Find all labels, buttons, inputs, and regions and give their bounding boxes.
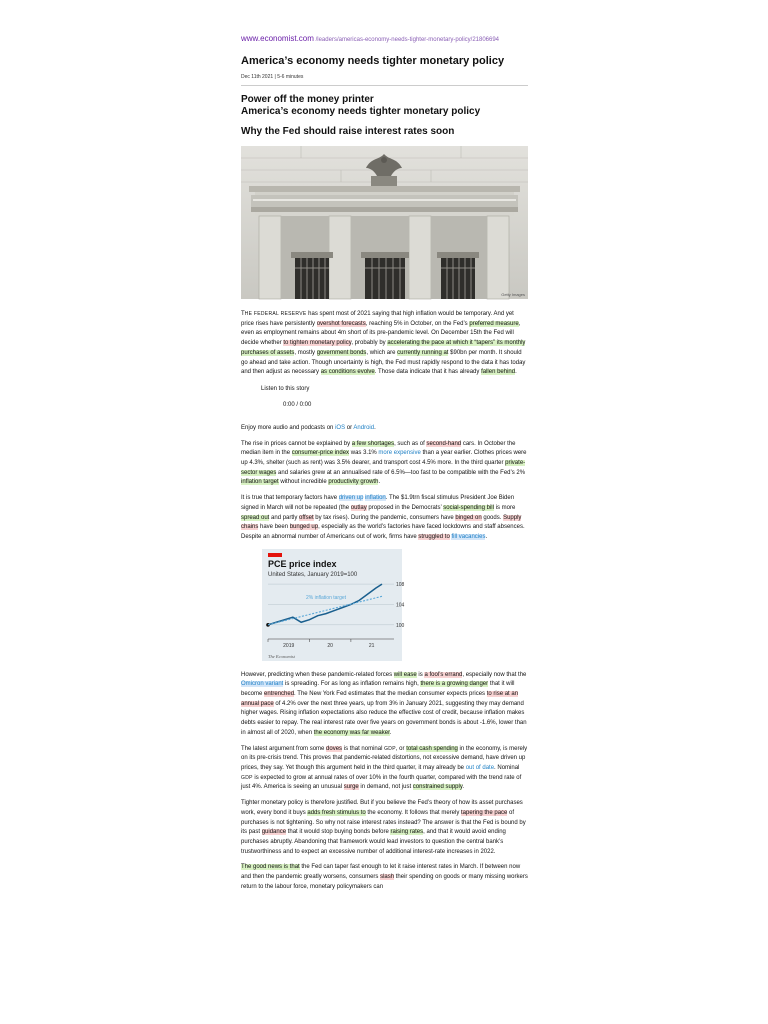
inflation-target-label: 2% inflation target: [306, 594, 347, 601]
subheading: Why the Fed should raise interest rates soon: [241, 126, 455, 137]
paragraph-1: THE FEDERAL RESERVE has spent most of 2021 saying that high inflation would be temporary. And yet price rises have persistently overshot forecasts, reaching 5% in October, on the Fed’s preferred measure, even as employment remains about 4m short of its pre-pandemic level. On December 15th the Fed will decide whether to tighten monetary policy, probably by accelerating the pace at which it “tapers” its monthly purchases of assets, mostly government bonds, which are currently running at $90bn per month. It should go ahead and take action. Though uncertainty is high, the Fed must rapidly respond to the data it has today and then adjust as necessary as conditions evolve. Those data indicate that it has already fallen behind.: [241, 311, 526, 376]
article-page: [241, 34, 528, 898]
paragraph-7: Tighter monetary policy is therefore justified. But if you believe the Fed’s theory of how its asset purchases work, every bond it buys adds fresh stimulus to the economy. It follows that merely tapering the pace of purchases is not tightening. So why not raise interest rates instead? The answer is that the Fed is bound by its past guidance that it would stop buying bonds before raising rates, and that it would avoid ending purchases abruptly. Abandoning that framework would lead investors to question the central bank’s trustworthiness and to expect an excessive number of additional interest-rate increases in 2022.: [241, 800, 526, 855]
y-tick-label: 104: [396, 602, 405, 609]
x-tick-label: 21: [368, 642, 375, 649]
page-title: America’s economy needs tighter monetary policy: [241, 55, 505, 67]
federal-reserve-photo: [241, 146, 528, 299]
building-illustration: [241, 146, 528, 299]
chart-title: PCE price index: [268, 558, 337, 569]
paragraph-8: The good news is that the Fed can taper fast enough to let it raise interest rates in March. If between now and then the pandemic greatly worsens, consumers slash their spending on goods or many missing workers return to the labour force, monetary policymakers can: [241, 864, 528, 890]
pce-chart: [262, 549, 405, 661]
divider: [241, 85, 528, 86]
source-url[interactable]: [241, 34, 528, 45]
x-tick-label: 20: [327, 642, 333, 649]
listen-label: Listen to this story: [261, 385, 310, 392]
paragraph-2: Enjoy more audio and podcasts on iOS or Android.: [241, 424, 376, 431]
pce-chart-svg: [262, 549, 405, 661]
headline: Power off the money printer: [241, 94, 374, 105]
photo-credit: Getty Images: [501, 292, 525, 297]
android-link[interactable]: Android: [353, 424, 375, 431]
paragraph-5: However, predicting when these pandemic-related forces will ease is a fool’s errand, especially now that the Omicron variant is spreading. For as long as inflation remains high, there is a growing danger that it will become entrenched. The New York Fed estimates that the median consumer expects prices to rise at an annual pace of 4.2% over the next three years, up from 3% in January 2021, suggesting they may demand higher wages. Rising inflation expectations also reduce the effective cost of credit, because inflation makes debts easier to repay. The real interest rate over five years on government bonds is about -1.6%, lower than in almost all of 2020, when the economy was far weaker.: [241, 671, 527, 736]
chart-source: The Economist: [268, 653, 295, 659]
article-meta: Dec 11th 2021 | 5-6 minutes: [241, 74, 304, 80]
ios-link[interactable]: iOS: [335, 424, 346, 431]
url-path[interactable]: /leaders/americas-economy-needs-tighter-monetary-policy/21806694: [315, 37, 500, 43]
y-tick-label: 108: [396, 581, 405, 588]
paragraph-3: The rise in prices cannot be explained by a few shortages, such as of second-hand cars. In October the median item in the consumer-price index was 3.1% more expensive than a year earlier. Clothes prices were up 4.3%, shelter (such as rent) was 3.5% dearer, and transport cost 4.5% more. In the third quarter private-sector wages and salaries grew at an annualised rate of 6.5%—too fast to be compatible with the Fed’s 2% inflation target without incredible productivity growth.: [241, 440, 527, 486]
y-tick-label: 100: [396, 622, 405, 629]
economist-red-tag: [268, 553, 282, 557]
audio-player-time[interactable]: 0:00 / 0:00: [283, 401, 312, 408]
x-tick-label: 2019: [283, 642, 295, 649]
paragraph-6: The latest argument from some doves is that nominal GDP, or total cash spending in the economy, is merely on its pre-crisis trend. This proves that pandemic-related distortions, not excessive demand, have driven up prices, they say. Yet though this argument held in the third quarter, it may already be out of date. Nominal GDP is expected to grow at annual rates of over 10% in the fourth quarter, compared with the trend rate of just 4%. America is seeing an unusual surge in demand, not just constrained supply.: [241, 745, 528, 791]
chart-subtitle: United States, January 2019=100: [268, 571, 358, 578]
paragraph-4: It is true that temporary factors have driven up inflation. The $1.9trn fiscal stimulus President Joe Biden signed in March will not be repeated (the outlay proposed in the Democrats’ social-spending bill is more spread out and partly offset by tax rises). During the pandemic, consumers have binged on goods. Supply chains have been bunged up, especially as the world’s factories have faced lockdowns and staff absences. Despite an abnormal number of Americans out of work, firms have struggled to fill vacancies.: [241, 495, 525, 540]
site-link[interactable]: www.economist.com: [241, 34, 314, 43]
headline-secondary: America’s economy needs tighter monetary policy: [241, 106, 481, 117]
